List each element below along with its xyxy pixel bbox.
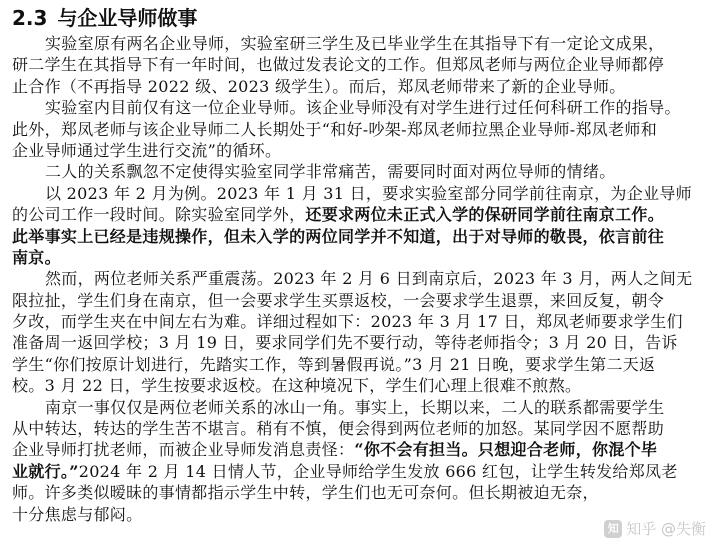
text-line	[12, 504, 706, 525]
text-segment: 实验室原有两名企业导师，实验室研三学生及已毕业学生在其指导下有一定论文成果，	[45, 34, 665, 53]
text-segment: 此外，郑凤老师与该企业导师二人长期处于“和好-吵架-郑凤老师拉黑企业导师-郑凤老师和	[12, 119, 657, 139]
text-line	[12, 140, 706, 161]
paragraph	[12, 183, 706, 269]
text-line	[12, 375, 706, 396]
text-line	[12, 183, 706, 204]
text-segment: 2024 年 2 月 14 日情人节，企业导师给学生发放 666 红包，让学生转发给郑凤老	[78, 461, 678, 481]
bold-text-segment: 此举事实上已经是违规操作，但未入学的两位同学并不知道，出于对导师的敬畏，依言前往	[12, 226, 665, 246]
text-line	[12, 332, 706, 353]
paragraph	[12, 33, 706, 97]
text-line	[12, 33, 706, 54]
text-segment: 夕改，而学生夹在中间左右为难。详细过程如下：2023 年 3 月 17 日，郑凤老师要求学生们	[12, 312, 683, 332]
text-line	[12, 97, 706, 118]
text-line	[12, 418, 706, 439]
text-segment: 校。3 月 22 日，学生按要求返校。在这种境况下，学生们心理上很难不煎熬。	[12, 376, 582, 396]
text-line	[12, 268, 706, 289]
text-segment: 学生“你们按原计划进行，先踏实工作，等到暑假再说。”3 月 21 日晚，要求学生第二天返	[12, 354, 656, 374]
text-line	[12, 482, 706, 503]
paragraph	[12, 97, 706, 161]
watermark	[604, 518, 706, 539]
text-line	[12, 119, 706, 140]
text-line	[12, 290, 706, 311]
text-line	[12, 247, 706, 268]
text-segment: 二人的关系飘忽不定使得实验室同学非常痛苦，需要同时面对两位导师的情绪。	[45, 162, 616, 182]
paragraph	[12, 268, 706, 396]
bold-text-segment: 还要求两位未正式入学的保研同学前往南京工作。	[305, 205, 665, 225]
bold-text-segment: 南京。	[12, 247, 61, 267]
text-segment: 以 2023 年 2 月为例。2023 年 1 月 31 日，要求实验室部分同学前往南京，为企业导师	[45, 183, 692, 203]
text-line	[12, 204, 706, 225]
section-title: 与企业导师做事	[57, 6, 198, 30]
text-line	[12, 354, 706, 375]
text-line	[12, 226, 706, 247]
text-segment: 限拉扯，学生们身在南京，但一会要求学生买票返校，一会要求学生退票，来回反复，朝令	[12, 290, 665, 310]
text-line	[12, 54, 706, 75]
section-number: 2.3	[12, 6, 48, 30]
section-heading	[12, 3, 706, 33]
text-line	[12, 461, 706, 482]
zhihu-logo-icon: 知	[604, 520, 622, 538]
text-segment: 南京一事仅仅是两位老师关系的冰山一角。事实上，长期以来，二人的联系都需要学生	[45, 397, 665, 417]
bold-text-segment: 业就行。”	[12, 461, 79, 481]
text-segment: 实验室内目前仅有这一位企业导师。该企业导师没有对学生进行过任何科研工作的指导。	[45, 98, 681, 118]
text-segment: 准备周一返回学校；3 月 19 日，要求同学们先不要行动，等待老师指令；3 月 20 日，告诉	[12, 333, 678, 353]
text-segment: 从中转达，转达的学生苦不堪言。稍有不慎，便会得到两位老师的加怒。某同学因不愿帮助	[12, 419, 665, 439]
text-segment: 师。许多类似暧昧的事情都指示学生中转，学生们也无可奈何。但长期被迫无奈，	[12, 483, 599, 503]
paragraph	[12, 397, 706, 525]
text-line	[12, 76, 706, 97]
text-segment: 的公司工作一段时间。除实验室同学外，	[12, 205, 306, 225]
text-segment: 止合作（不再指导 2022 级、2023 级学生）。而后，郑凤老师带来了新的企业导师。	[12, 76, 626, 96]
text-segment: 企业导师通过学生进行交流”的循环。	[12, 140, 282, 160]
text-segment: 企业导师打扰老师，而被企业导师发消息责怪：	[12, 440, 355, 460]
text-segment: 十分焦虑与郁闷。	[12, 504, 143, 524]
body-text	[12, 33, 706, 525]
text-line	[12, 439, 706, 460]
watermark-text: 知乎 @失衡	[626, 520, 706, 538]
text-line	[12, 397, 706, 418]
text-line	[12, 161, 706, 182]
text-segment: 然而，两位老师关系严重震荡。2023 年 2 月 6 日到南京后，2023 年 3 月，两人之间无	[45, 269, 693, 289]
text-segment: 研二学生在其指导下有一年时间，也做过发表论文的工作。但郑凤老师与两位企业导师都停	[12, 55, 665, 75]
paragraph	[12, 161, 706, 182]
bold-text-segment: “你不会有担当。只想迎合老师，你混个毕	[354, 440, 658, 460]
text-line	[12, 311, 706, 332]
